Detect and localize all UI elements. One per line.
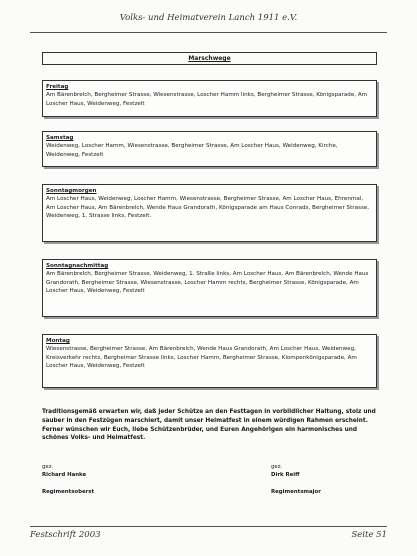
section-text: Weidenweg, Loscher Hamm, Wiesenstrasse, Bergheimer Strasse, Am Loscher Haus, Weidenweg, Kirche, Weidenweg, Festzelt	[46, 143, 338, 158]
signature-role: Regimentsmajor	[271, 489, 321, 495]
signature-name: Richard Hanke	[42, 472, 87, 478]
section-text: Am Bärenbrelch, Bergheimer Strasse, Wiesenstrasse, Loscher Hamm links, Bergheimer Strasse, Königsparade, Am Loscher Haus, Weidenweg, Festzelt	[46, 92, 368, 107]
footer-page-number: Seite 51	[351, 530, 387, 540]
section-title: Sonntagmorgen	[46, 188, 97, 194]
footer-rule	[30, 526, 387, 527]
page-header: Volks- und Heimatverein Lanch 1911 e.V.	[119, 13, 298, 23]
section-montag	[42, 334, 377, 388]
footer-left: Festschrift 2003	[30, 530, 101, 540]
section-text: Wiesenstrasse, Bergheimer Strasse, Am Bärenbrelch, Wende Haus Grandorath, Am Loscher Haus, Weidenweg, Kreisverkehr rechts, Bergheimer Strasse links, Loscher Hamm, Bergheimer Strasse, Klompenkönigsparade, Am Loscher Haus, Weidenweg, Festzelt	[46, 346, 357, 370]
signature-left	[42, 463, 94, 496]
section-title: Samstag	[46, 135, 74, 141]
section-title: Freitag	[46, 84, 69, 90]
section-text: Am Loscher Haus, Weidenweg, Loscher Hamm, Wiesenstrasse, Bergheimer Strasse, Am Loscher Haus, Ehrenmal, Am Loscher Haus, Am Bärenbrelch, Wende Haus Grandorath, Königsparade am Haus Conrads, Bergheimer Strasse, Weidenweg, 1. Strasse links, Festzelt.	[46, 196, 370, 220]
signature-role: Regimentsoberst	[42, 489, 95, 495]
signature-ges: gez.	[271, 464, 283, 470]
section-sonntagmorgen	[42, 184, 377, 242]
section-sonntagnachmittag	[42, 259, 377, 317]
closing-paragraph-1: Traditionsgemäß erwarten wir, daß jeder Schütze an den Festtagen in vorbildlicher Haltung, stolz und sauber in den Festzügen marschiert, damit unser Heimatfest in einem würdigen Rahmen erscheint.	[42, 409, 376, 424]
page-title: Marschwege	[188, 55, 231, 62]
signature-right	[271, 463, 321, 496]
section-freitag	[42, 80, 377, 117]
signature-name: Dirk Reiff	[271, 472, 300, 478]
closing-text	[42, 408, 382, 443]
header-rule	[30, 32, 387, 33]
signature-ges: gez.	[42, 464, 54, 470]
closing-paragraph-2: Ferner wünschen wir Euch, liebe Schützenbrüder, und Euren Angehörigen ein harmonisches und schönes Volks- und Heimatfest.	[42, 426, 357, 442]
section-title: Montag	[46, 338, 70, 344]
page-title-box	[42, 52, 377, 65]
section-title: Sonntagnachmittag	[46, 263, 109, 269]
section-text: Am Bärenbrelch, Bergheimer Strasse, Weidenweg, 1. Straße links, Am Loscher Haus, Am Bärenbrelch, Wende Haus Grandorath, Bergheimer Strasse, Wiesenstrasse, Loscher Hamm rechts, Bergheimer Strasse, Königsparade, Am Loscher Haus, Weidenweg, Festzelt	[46, 271, 369, 295]
section-samstag	[42, 131, 377, 167]
